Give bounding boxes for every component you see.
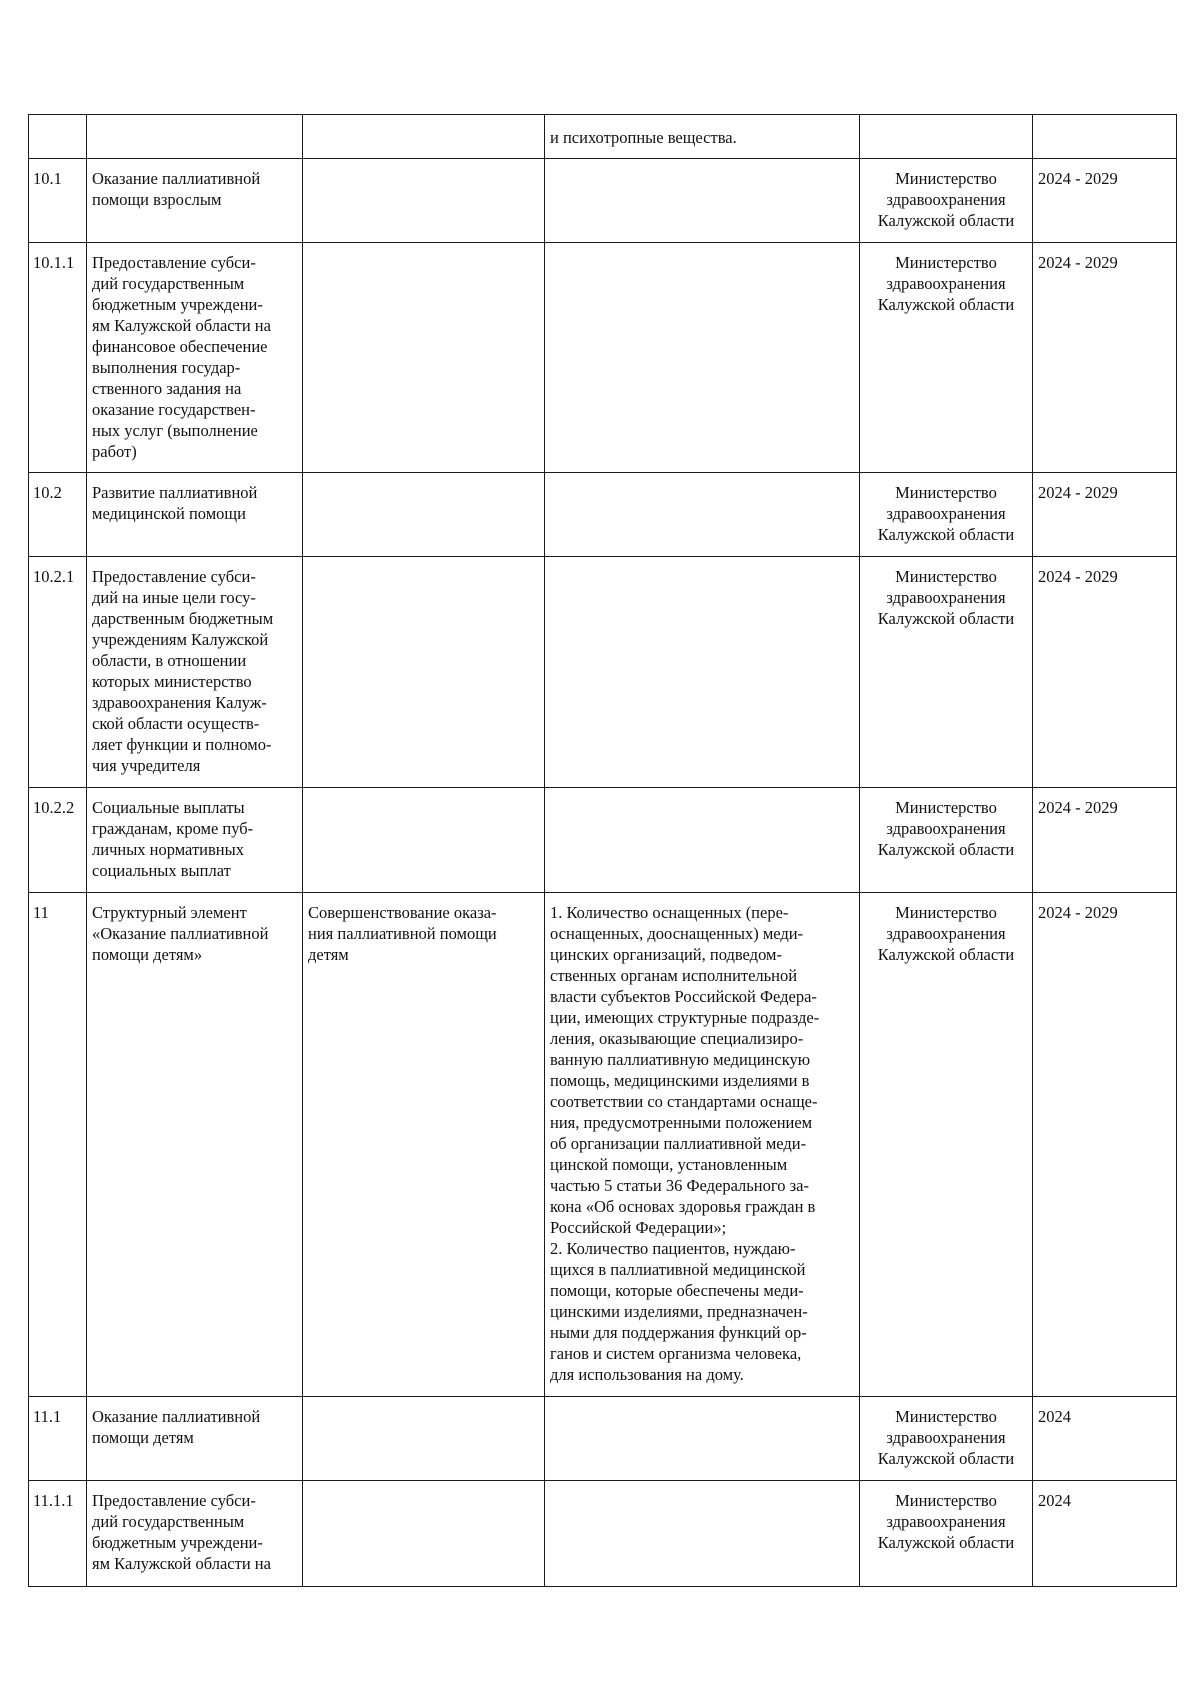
task-cell [303,557,545,788]
table-row [29,557,1177,788]
period-cell: 2024 - 2029 [1033,243,1177,473]
activity-name-cell [87,115,303,159]
period-cell: 2024 - 2029 [1033,788,1177,893]
period-cell: 2024 - 2029 [1033,557,1177,788]
indicator-cell [545,788,860,893]
row-number-cell: 10.2 [29,473,87,557]
row-number-cell: 11.1 [29,1397,87,1481]
task-cell [303,1397,545,1481]
activity-name-cell: Предоставление субси- дий государственным бюджетным учреждени- ям Калужской области на финансовое обеспечение выполнения государ- ственного задания на оказание государствен- ных услуг (выполнение работ) [87,243,303,473]
task-cell: Совершенствование оказа- ния паллиативной помощи детям [303,893,545,1397]
table-row [29,1397,1177,1481]
period-cell: 2024 - 2029 [1033,473,1177,557]
row-number-cell [29,115,87,159]
task-cell [303,115,545,159]
row-number-cell: 11.1.1 [29,1481,87,1587]
responsible-cell: Министерство здравоохранения Калужской области [860,243,1033,473]
table-row [29,1481,1177,1587]
row-number-cell: 10.1 [29,159,87,243]
task-cell [303,243,545,473]
indicator-cell: и психотропные вещества. [545,115,860,159]
program-activities-table [28,114,1177,1587]
row-number-cell: 10.2.2 [29,788,87,893]
indicator-cell [545,557,860,788]
indicator-cell [545,1397,860,1481]
indicator-cell [545,1481,860,1587]
activity-name-cell: Предоставление субси- дий государственным бюджетным учреждени- ям Калужской области на [87,1481,303,1587]
row-number-cell: 10.1.1 [29,243,87,473]
responsible-cell: Министерство здравоохранения Калужской области [860,893,1033,1397]
indicator-cell [545,159,860,243]
activity-name-cell: Структурный элемент «Оказание паллиативной помощи детям» [87,893,303,1397]
activity-name-cell: Социальные выплаты гражданам, кроме пуб- личных нормативных социальных выплат [87,788,303,893]
table-row [29,473,1177,557]
task-cell [303,159,545,243]
indicator-cell: 1. Количество оснащенных (пере- оснащенных, дооснащенных) меди- цинских организаций, подведом- ственных органам исполнительной власти субъектов Российской Федера- ции, имеющих структурные подразде- ления, оказывающие специализиро- ванную паллиативную медицинскую помощь, медицинскими изделиями в соответствии со стандартами оснаще- ния, предусмотренными положением об организации паллиативной меди- цинской помощи, установленным частью 5 статьи 36 Федерального за- кона «Об основах здоровья граждан в Российской Федерации»; 2. Количество пациентов, нуждаю- щихся в паллиативной медицинской помощи, которые обеспечены меди- цинскими изделиями, предназначен- ными для поддержания функций ор- ганов и систем организма человека, для использования на дому. [545,893,860,1397]
row-number-cell: 10.2.1 [29,557,87,788]
period-cell: 2024 [1033,1397,1177,1481]
table-row [29,115,1177,159]
activity-name-cell: Оказание паллиативной помощи взрослым [87,159,303,243]
task-cell [303,1481,545,1587]
indicator-cell [545,243,860,473]
indicator-cell [545,473,860,557]
responsible-cell: Министерство здравоохранения Калужской области [860,1397,1033,1481]
responsible-cell: Министерство здравоохранения Калужской области [860,788,1033,893]
period-cell: 2024 [1033,1481,1177,1587]
activity-name-cell: Предоставление субси- дий на иные цели госу- дарственным бюджетным учреждениям Калужской области, в отношении которых министерство здравоохранения Калуж- ской области осуществ- ляет функции и полномо- чия учредителя [87,557,303,788]
responsible-cell [860,115,1033,159]
responsible-cell: Министерство здравоохранения Калужской области [860,1481,1033,1587]
period-cell: 2024 - 2029 [1033,893,1177,1397]
period-cell [1033,115,1177,159]
row-number-cell: 11 [29,893,87,1397]
responsible-cell: Министерство здравоохранения Калужской области [860,159,1033,243]
table-row [29,788,1177,893]
responsible-cell: Министерство здравоохранения Калужской области [860,557,1033,788]
activity-name-cell: Оказание паллиативной помощи детям [87,1397,303,1481]
table-row [29,159,1177,243]
table-row [29,243,1177,473]
task-cell [303,473,545,557]
table-row [29,893,1177,1397]
period-cell: 2024 - 2029 [1033,159,1177,243]
activity-name-cell: Развитие паллиативной медицинской помощи [87,473,303,557]
responsible-cell: Министерство здравоохранения Калужской области [860,473,1033,557]
task-cell [303,788,545,893]
